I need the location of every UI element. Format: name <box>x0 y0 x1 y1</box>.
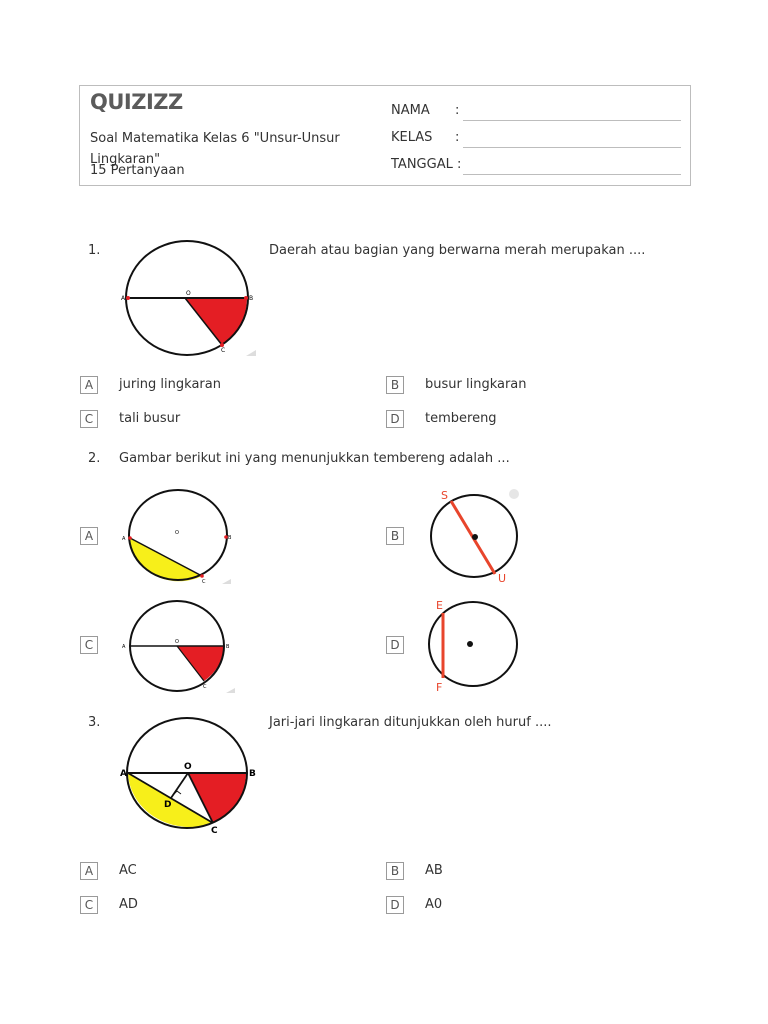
label-c: C <box>211 826 218 836</box>
question-2-text: Gambar berikut ini yang menunjukkan tembereng adalah ... <box>119 451 510 466</box>
label-o: O <box>175 530 179 536</box>
option-a-figure <box>118 488 234 586</box>
question-2-number: 2. <box>88 451 101 466</box>
name-label-text: NAMA <box>391 103 430 118</box>
option-c-letter[interactable]: C <box>80 896 98 914</box>
label-a: A <box>122 536 126 542</box>
question-1-number: 1. <box>88 243 101 258</box>
option-c-figure <box>118 597 238 695</box>
option-b-letter[interactable]: B <box>386 527 404 545</box>
option-a-letter[interactable]: A <box>80 376 98 394</box>
option-c-text[interactable]: tali busur <box>119 411 181 426</box>
class-field[interactable] <box>463 147 681 148</box>
quizizz-logo: QUIZIZZ <box>90 90 183 114</box>
option-d-text[interactable]: tembereng <box>425 411 497 426</box>
option-c-text[interactable]: AD <box>119 897 138 912</box>
question-3-number: 3. <box>88 715 101 730</box>
question-3-figure <box>118 712 268 838</box>
name-colon: : <box>455 103 460 118</box>
option-c-letter[interactable]: C <box>80 410 98 428</box>
center-point <box>472 534 478 540</box>
label-e: E <box>436 599 443 612</box>
option-a-letter[interactable]: A <box>80 527 98 545</box>
option-a-letter[interactable]: A <box>80 862 98 880</box>
label-f: F <box>436 681 443 694</box>
question-count: 15 Pertanyaan <box>90 163 185 178</box>
question-1-figure <box>118 238 260 360</box>
option-d-text[interactable]: A0 <box>425 897 443 912</box>
option-c-letter[interactable]: C <box>80 636 98 654</box>
option-b-text[interactable]: AB <box>425 863 443 878</box>
option-d-letter[interactable]: D <box>386 896 404 914</box>
question-3-text: Jari-jari lingkaran ditunjukkan oleh huruf .... <box>269 715 552 730</box>
name-field[interactable] <box>463 120 681 121</box>
name-label <box>391 103 460 118</box>
option-a-text[interactable]: AC <box>119 863 137 878</box>
option-d-letter[interactable]: D <box>386 636 404 654</box>
label-a: A <box>120 769 127 779</box>
label-c: C <box>202 579 206 585</box>
option-b-letter[interactable]: B <box>386 376 404 394</box>
option-d-letter[interactable]: D <box>386 410 404 428</box>
date-field[interactable] <box>463 174 681 175</box>
worksheet-header <box>79 85 691 186</box>
date-label: TANGGAL : <box>391 157 462 172</box>
question-1-text: Daerah atau bagian yang berwarna merah merupakan .... <box>269 243 646 258</box>
center-point <box>467 641 473 647</box>
class-label <box>391 130 460 145</box>
label-b: B <box>226 644 230 650</box>
option-b-text[interactable]: busur lingkaran <box>425 377 527 392</box>
label-o: O <box>186 290 191 297</box>
worksheet-title: Soal Matematika Kelas 6 "Unsur-Unsur Lingkaran" <box>90 131 340 167</box>
label-c: C <box>203 684 207 690</box>
label-d: D <box>164 800 172 810</box>
label-u: U <box>498 572 507 585</box>
class-colon: : <box>455 130 460 145</box>
label-s: S <box>441 489 448 502</box>
label-b: B <box>249 295 254 302</box>
label-a: A <box>121 295 126 302</box>
option-d-figure <box>422 596 526 696</box>
option-a-text[interactable]: juring lingkaran <box>119 377 221 392</box>
option-b-figure <box>422 486 526 586</box>
label-o: O <box>175 639 179 645</box>
class-label-text: KELAS <box>391 130 433 145</box>
label-c: C <box>221 347 226 354</box>
option-b-letter[interactable]: B <box>386 862 404 880</box>
label-a: A <box>122 644 126 650</box>
label-o: O <box>184 762 192 772</box>
label-b: B <box>228 535 232 541</box>
label-b: B <box>249 769 256 779</box>
